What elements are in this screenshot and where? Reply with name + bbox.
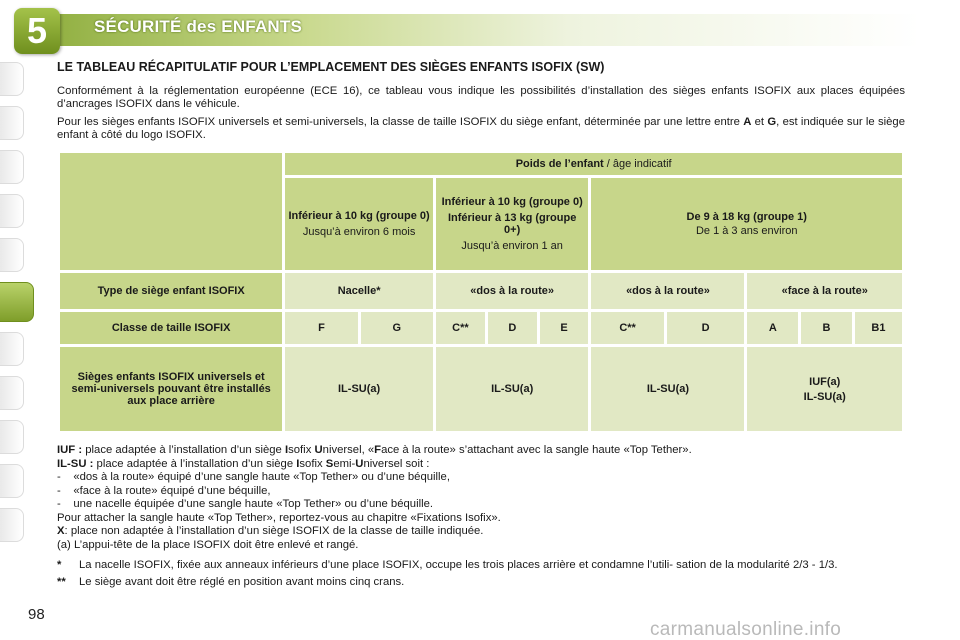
chapter-tab-1[interactable] [0, 62, 24, 96]
note-x [57, 525, 905, 539]
intro2-et: et [751, 116, 768, 128]
intro2-before: Pour les sièges enfants ISOFIX universels et semi-universels, la classe de taille ISOFIX du siège enfant, déterminée par une lettre entre [57, 116, 744, 128]
note-x-label: X [57, 525, 65, 537]
intro-paragraph: Conformément à la réglementation européenne (ECE 16), ce tableau vous indique les possibilités d’installation des sièges enfants ISOFIX aux places équipées d’ancrages ISOFIX dans le véhicule. [57, 85, 905, 110]
note-ilsu-text: sofix [299, 457, 326, 470]
note-iuf-text: niversel, « [322, 444, 375, 456]
intro2-letter-g: G [767, 116, 777, 128]
chapter-header [0, 0, 960, 52]
note-iuf [57, 444, 905, 458]
note-iuf-text: ace à la route» s’attachant avec la sangle haute «Top Tether». [381, 444, 692, 456]
group-0-age: Jusqu’à environ 6 mois [302, 226, 416, 238]
chapter-tab-4[interactable] [0, 194, 24, 228]
size-class-value: G [361, 312, 433, 344]
note-iuf-letter: F [374, 444, 382, 456]
note-iuf-text: sofix [288, 444, 315, 456]
seats-value: IL-SU(a) [285, 347, 433, 431]
note-iuf-text: place adaptée à l’installation d’un siège [82, 444, 285, 456]
chapter-tab-3[interactable] [0, 150, 24, 184]
size-class-value: C** [436, 312, 485, 344]
seats-label: Sièges enfants ISOFIX universels et semi-universels pouvant être installés aux place arrière [60, 347, 282, 431]
seat-type-value: «dos à la route» [591, 273, 744, 309]
chapter-tab-10[interactable] [0, 464, 24, 498]
seat-type-value: «dos à la route» [436, 273, 589, 309]
intro2-after: , est indiquée sur le siège enfant à côté du logo ISOFIX. [57, 116, 905, 141]
note-ilsu-label: IL-SU : [57, 457, 94, 470]
note-ilsu-text: niversel soit : [363, 457, 430, 470]
footnote-star [57, 559, 905, 572]
section-content [57, 60, 905, 147]
chapter-tab-7[interactable] [0, 332, 24, 366]
table-corner [60, 153, 282, 270]
chapter-tabs [0, 62, 30, 552]
footnote-mark: ** [57, 576, 66, 588]
note-tether: Pour attacher la sangle haute «Top Tether», reportez-vous au chapitre «Fixations Isofix». [57, 511, 501, 524]
group-0-plus [436, 178, 589, 270]
size-class-value: B1 [855, 312, 902, 344]
footnote-mark: * [57, 559, 62, 571]
size-class-value: F [285, 312, 357, 344]
seat-type-value: «face à la route» [747, 273, 902, 309]
note-ilsu-text: emi- [333, 457, 356, 470]
chapter-tab-active[interactable] [0, 282, 34, 322]
footnote-double-star [57, 576, 905, 589]
group-1-label: De 9 à 18 kg (groupe 1) [686, 211, 807, 223]
chapter-title: SÉCURITÉ des ENFANTS [94, 17, 303, 36]
chapter-tab-9[interactable] [0, 420, 24, 454]
group-0plus-age: Jusqu’à environ 1 an [461, 240, 563, 252]
legend-notes [57, 444, 905, 589]
note-x-text: : place non adaptée à l’installation d’un siège ISOFIX de la classe de taille indiquée. [64, 525, 484, 537]
seats-value-ilsu: IL-SU(a) [803, 390, 846, 403]
seats-value: IL-SU(a) [436, 347, 589, 431]
size-class-value: B [801, 312, 852, 344]
weight-header [285, 153, 902, 175]
seats-value: IL-SU(a) [591, 347, 744, 431]
seats-value-iuf: IUF(a) [809, 375, 841, 388]
chapter-tab-5[interactable] [0, 238, 24, 272]
note-ilsu-letter: U [355, 457, 364, 470]
group-0plus-label-1: Inférieur à 10 kg (groupe 0) [441, 196, 583, 208]
size-class-value: A [747, 312, 798, 344]
weight-header-rest: / âge indicatif [603, 158, 672, 170]
note-list-item: - «dos à la route» équipé d’une sangle haute «Top Tether» ou d’une béquille, [57, 471, 450, 483]
footnote-text: La nacelle ISOFIX, fixée aux anneaux inférieurs d’une place ISOFIX, occupe les trois places arrière et condamne l’utili- sation de la modularité 2/3 - 1/3. [79, 559, 838, 571]
note-ilsu [57, 458, 905, 472]
chapter-tab-2[interactable] [0, 106, 24, 140]
size-class-value: E [540, 312, 589, 344]
seat-type-value: Nacelle* [285, 273, 433, 309]
seats-value-forward [747, 347, 902, 431]
chapter-tab-8[interactable] [0, 376, 24, 410]
group-1 [591, 178, 902, 270]
group-0plus-label-2: Inférieur à 13 kg (groupe 0+) [447, 212, 577, 236]
size-class-value: D [488, 312, 537, 344]
isofix-table [57, 150, 905, 434]
group-0-label: Inférieur à 10 kg (groupe 0) [288, 210, 430, 222]
footnote-text: Le siège avant doit être réglé en position avant moins cinq crans. [79, 576, 405, 588]
section-title: LE TABLEAU RÉCAPITULATIF POUR L’EMPLACEMENT DES SIÈGES ENFANTS ISOFIX (SW) [57, 60, 605, 74]
note-a: (a) L’appui-tête de la place ISOFIX doit être enlevé et rangé. [57, 538, 359, 551]
note-iuf-label: IUF : [57, 444, 83, 456]
watermark: carmanualsonline.info [650, 619, 842, 640]
group-0 [285, 178, 433, 270]
note-list-item: - une nacelle équipée d’une sangle haute «Top Tether» ou d’une béquille. [57, 498, 434, 510]
chapter-tab-11[interactable] [0, 508, 24, 542]
note-list-item: - «face à la route» équipé d’une béquille, [57, 484, 271, 497]
note-ilsu-letter: I [296, 457, 300, 470]
weight-header-bold: Poids de l’enfant [515, 158, 604, 170]
size-class-value: C** [591, 312, 663, 344]
intro2-letter-a: A [743, 116, 752, 128]
seat-type-label: Type de siège enfant ISOFIX [60, 273, 282, 309]
group-1-age: De 1 à 3 ans environ [695, 225, 798, 237]
intro-paragraph-size-class [57, 116, 905, 142]
note-iuf-letter: I [284, 444, 289, 456]
note-ilsu-letter: S [325, 457, 334, 470]
size-class-value: D [667, 312, 745, 344]
size-class-label: Classe de taille ISOFIX [60, 312, 282, 344]
chapter-number-badge: 5 [14, 8, 60, 54]
page-number: 98 [28, 606, 45, 623]
note-iuf-letter: U [314, 444, 323, 456]
note-ilsu-text: place adaptée à l’installation d’un siège [93, 457, 297, 470]
